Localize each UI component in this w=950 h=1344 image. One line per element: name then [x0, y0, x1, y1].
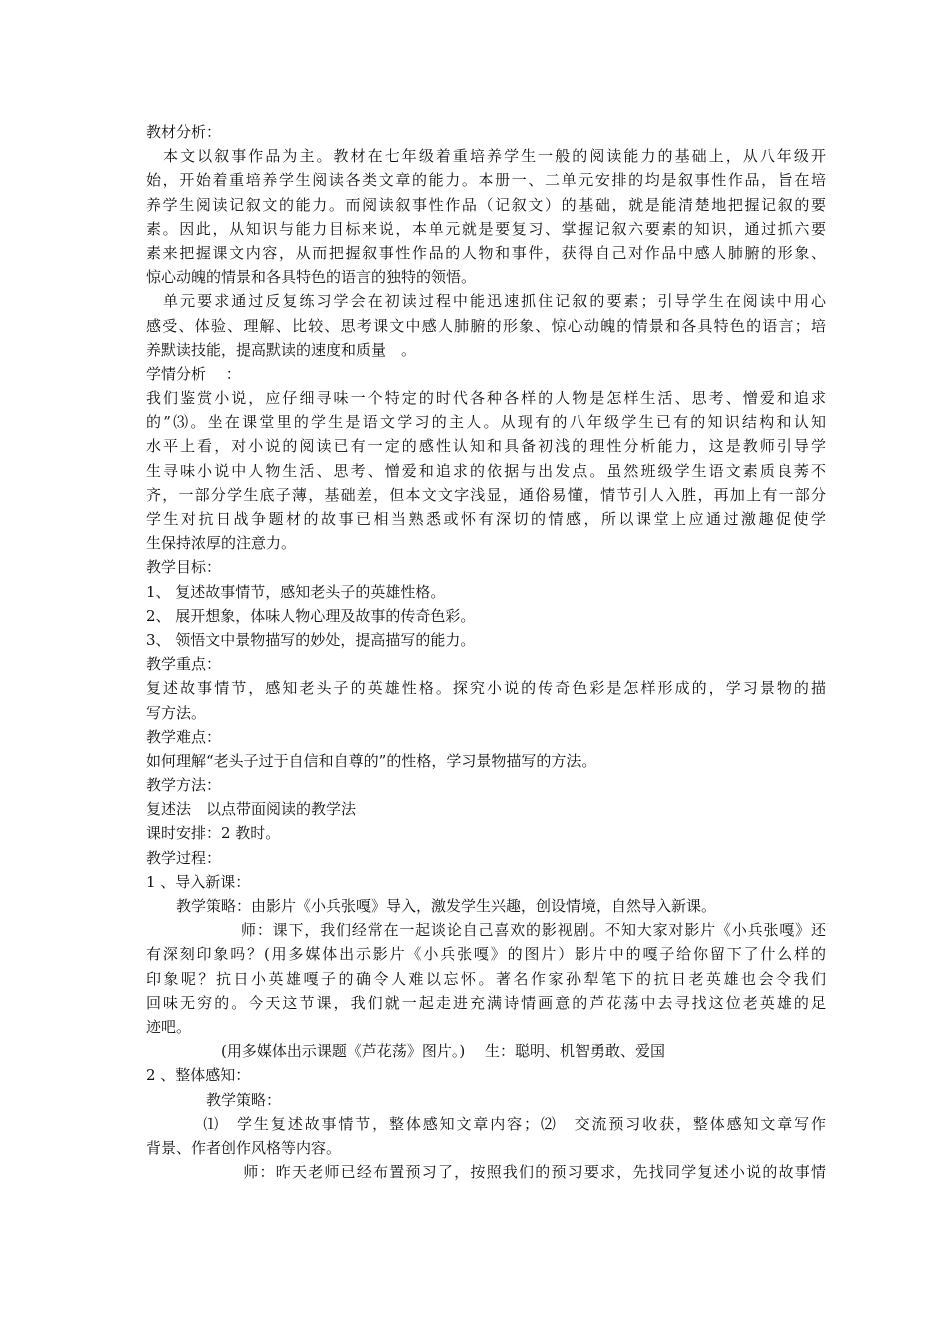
heading-key-points: 教学重点： — [146, 655, 222, 674]
goal-item: 1、 复述故事情节，感知老头子的英雄性格。 — [146, 582, 446, 601]
paragraph-line: 素。因此，从知识与能力目标来说，本单元就是要复习、掌握记叙六要素的知识，通过抓六要 — [146, 219, 826, 238]
paragraph-line: 背景、作者创作风格等内容。 — [146, 1138, 342, 1157]
heading-teaching-goals: 教学目标： — [146, 558, 222, 577]
paragraph-line: 生寻味小说中人物生活、思考、憎爱和追求的依据与出发点。虽然班级学生语文素质良莠不 — [146, 461, 826, 480]
paragraph-line: ⑴ 学生复述故事情节，整体感知文章内容；⑵ 交流预习收获，整体感知文章写作 — [146, 1114, 826, 1133]
paragraph-line: 回味无穷的。今天这节课，我们就一起走进充满诗情画意的芦花荡中去寻找这位老英雄的足 — [146, 993, 826, 1012]
paragraph-line: 养学生阅读记叙文的能力。而阅读叙事性作品（记叙文）的基础，就是能清楚地把握记叙的要 — [146, 195, 826, 214]
paragraph-line: 素来把握课文内容，从而把握叙事性作品的人物和事件，获得自己对作品中感人肺腑的形象、 — [146, 243, 826, 262]
paragraph-line: 教学策略：由影片《小兵张嘎》导入，激发学生兴趣，创设情境，自然导入新课。 — [146, 897, 717, 915]
step-heading: 1 、导入新课： — [146, 872, 251, 891]
paragraph-line: 复述故事情节，感知老头子的英雄性格。探究小说的传奇色彩是怎样形成的，学习景物的描 — [146, 679, 826, 698]
paragraph-line: 的”⑶。坐在课堂里的学生是语文学习的主人。从现有的八年级学生已有的知识结构和认知 — [146, 413, 826, 432]
heading-teaching-process: 教学过程： — [146, 848, 222, 867]
goal-item: 3、 领悟文中景物描写的妙处，提高描写的能力。 — [146, 630, 476, 649]
paragraph-line: 养默读技能，提高默读的速度和质量 。 — [146, 340, 417, 359]
paragraph-line: 迹吧。 — [146, 1017, 192, 1036]
paragraph-line: 生保持浓厚的注意力。 — [146, 534, 297, 553]
step-heading: 2 、整体感知： — [146, 1066, 251, 1085]
paragraph-line: 学生对抗日战争题材的故事已相当熟悉或怀有深切的情感，所以课堂上应通过激趣促使学 — [146, 510, 826, 528]
paragraph-line: 师：昨天老师已经布置预习了，按照我们的预习要求，先找同学复述小说的故事情 — [146, 1163, 826, 1182]
class-hours: 课时安排：2 教时。 — [146, 824, 281, 843]
paragraph-line: 水平上看，对小说的阅读已有一定的感性认知和具备初浅的理性分析能力，这是教师引导学 — [146, 437, 826, 456]
heading-textbook-analysis: 教材分析： — [146, 123, 222, 141]
paragraph-line: 写方法。 — [146, 703, 207, 722]
paragraph-line: (用多媒体出示课题《芦花荡》图片。) 生：聪明、机智勇敢、爱国 — [146, 1042, 665, 1061]
paragraph-line: 本文以叙事作品为主。教材在七年级着重培养学生一般的阅读能力的基础上，从八年级开 — [146, 147, 826, 166]
paragraph-line: 师：课下，我们经常在一起谈论自己喜欢的影视剧。不知大家对影片《小兵张嘎》还 — [146, 921, 826, 940]
paragraph-line: 有深刻印象吗？(用多媒体出示影片《小兵张嘎》的图片）影片中的嘎子给你留下了什么样的 — [146, 945, 826, 964]
heading-teaching-methods: 教学方法： — [146, 776, 222, 795]
paragraph-line: 印象呢？抗日小英雄嘎子的确令人难以忘怀。著名作家孙犁笔下的抗日老英雄也会令我们 — [146, 969, 826, 988]
heading-learner-analysis: 学情分析 ： — [146, 364, 241, 383]
paragraph-line: 始，开始着重培养学生阅读各类文章的能力。本册一、二单元安排的均是叙事性作品，旨在培 — [146, 171, 826, 190]
paragraph-line: 单元要求通过反复练习学会在初读过程中能迅速抓住记叙的要素；引导学生在阅读中用心 — [146, 292, 826, 311]
paragraph-line: 复述法 以点带面阅读的教学法 — [146, 800, 357, 819]
paragraph-line: 教学策略： — [146, 1090, 282, 1109]
paragraph-line: 如何理解“老头子过于自信和自尊的”的性格，学习景物描写的方法。 — [146, 751, 597, 770]
heading-difficulties: 教学难点： — [146, 727, 222, 746]
paragraph-line: 感受、体验、理解、比较、思考课文中感人肺腑的形象、惊心动魄的情景和各具特色的语言；培 — [146, 316, 826, 335]
paragraph-line: 惊心动魄的情景和各具特色的语言的独特的领悟。 — [146, 268, 477, 287]
paragraph-line: 齐，一部分学生底子薄，基础差，但本文文字浅显，通俗易懂，情节引人入胜，再加上有一部分 — [146, 485, 826, 504]
document-body — [146, 120, 826, 1184]
goal-item: 2、 展开想象，体味人物心理及故事的传奇色彩。 — [146, 606, 476, 625]
paragraph-line: 我们鉴赏小说，应仔细寻味一个特定的时代各种各样的人物是怎样生活、思考、憎爱和追求 — [146, 389, 826, 408]
